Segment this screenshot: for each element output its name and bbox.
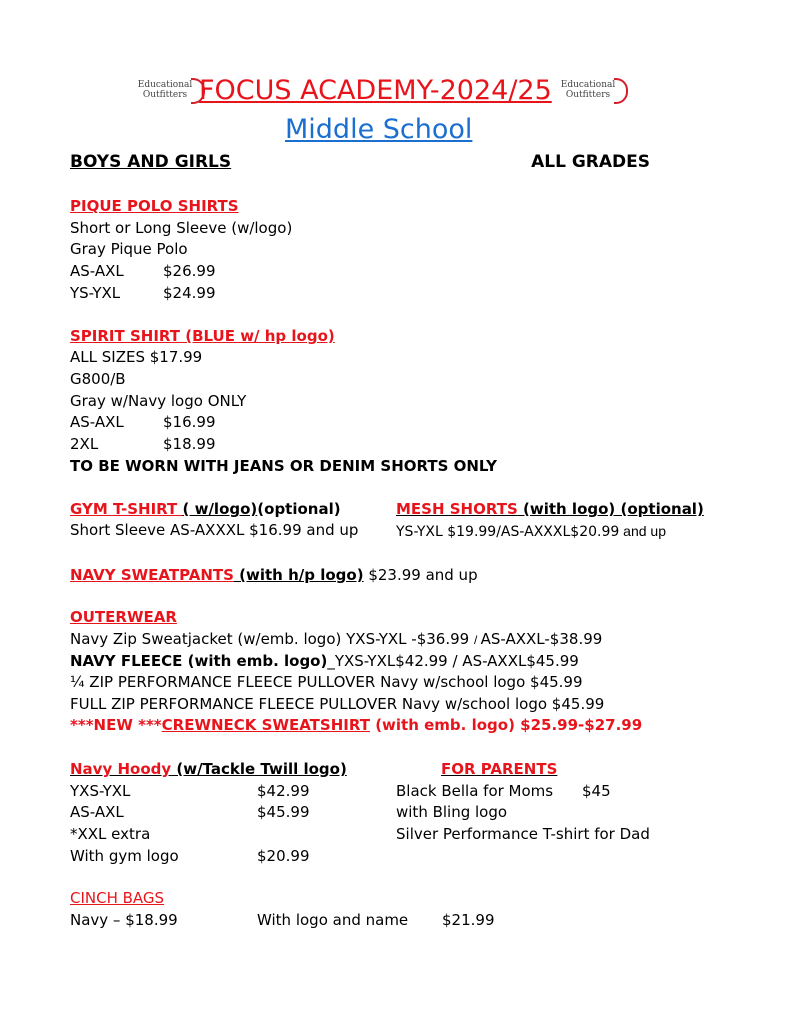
- polo-line: Short or Long Sleeve (w/logo): [70, 219, 293, 237]
- spirit-size: AS-AXL: [70, 413, 124, 431]
- hoody-label: *XXL extra: [70, 825, 151, 843]
- header-left: BOYS AND GIRLS: [70, 152, 232, 172]
- educational-outfitters-logo-left: Educational Outfitters: [133, 80, 197, 100]
- polo-line: Gray Pique Polo: [70, 240, 188, 258]
- spirit-size: 2XL: [70, 435, 99, 453]
- polo-size: YS-YXL: [70, 284, 121, 302]
- apple-logo-icon: [614, 78, 628, 104]
- hoody-price: $20.99: [257, 847, 310, 865]
- parents-price: $45: [582, 782, 611, 800]
- outerwear-line: FULL ZIP PERFORMANCE FLEECE PULLOVER Navy w/school logo $45.99: [70, 695, 605, 713]
- spirit-all-sizes: ALL SIZES $17.99: [70, 348, 203, 366]
- hoody-heading: Navy Hoody (w/Tackle Twill logo): [70, 760, 347, 778]
- cinch-line: Navy – $18.99: [70, 911, 178, 929]
- cinch-line: With logo and name: [257, 911, 409, 929]
- outerwear-line: Navy Zip Sweatjacket (w/emb. logo) YXS-YXL -$36.99 / AS-AXXL-$38.99: [70, 630, 603, 648]
- hoody-label: With gym logo: [70, 847, 179, 865]
- mesh-heading: MESH SHORTS (with logo) (optional): [396, 500, 704, 518]
- mesh-line: YS-YXL $19.99/AS-AXXXL$20.99 and up: [396, 523, 666, 540]
- polo-size: AS-AXL: [70, 262, 124, 280]
- parents-line: Black Bella for Moms: [396, 782, 554, 800]
- polo-heading: PIQUE POLO SHIRTS: [70, 197, 239, 215]
- hoody-price: $42.99: [257, 782, 310, 800]
- parents-line: with Bling logo: [396, 803, 508, 821]
- outerwear-line: NAVY FLEECE (with emb. logo)_YXS-YXL$42.99 / AS-AXXL$45.99: [70, 652, 579, 670]
- hoody-label: AS-AXL: [70, 803, 124, 821]
- outerwear-heading: OUTERWEAR: [70, 608, 177, 626]
- sweatpants-line: NAVY SWEATPANTS (with h/p logo) $23.99 and up: [70, 566, 478, 584]
- page-subtitle: Middle School: [285, 114, 473, 145]
- educational-outfitters-logo-right: Educational Outfitters: [556, 80, 620, 100]
- gym-heading: GYM T-SHIRT ( w/logo)(optional): [70, 500, 341, 518]
- outerwear-new-line: ***NEW ***CREWNECK SWEATSHIRT (with emb. logo) $25.99-$27.99: [70, 716, 643, 734]
- spirit-line: Gray w/Navy logo ONLY: [70, 392, 247, 410]
- page-title: FOCUS ACADEMY-2024/25: [199, 75, 552, 106]
- parents-heading: FOR PARENTS: [441, 760, 558, 778]
- cinch-price: $21.99: [442, 911, 495, 929]
- header-right: ALL GRADES: [531, 152, 650, 172]
- spirit-heading: SPIRIT SHIRT (BLUE w/ hp logo): [70, 327, 335, 345]
- spirit-price: $18.99: [163, 435, 216, 453]
- cinch-heading: CINCH BAGS: [70, 889, 165, 907]
- header-underline-row: [70, 151, 650, 173]
- parents-line: Silver Performance T-shirt for Dad: [396, 825, 650, 843]
- polo-price: $26.99: [163, 262, 216, 280]
- spirit-line: G800/B: [70, 370, 126, 388]
- hoody-price: $45.99: [257, 803, 310, 821]
- spirit-price: $16.99: [163, 413, 216, 431]
- outerwear-line: ¼ ZIP PERFORMANCE FLEECE PULLOVER Navy w/school logo $45.99: [70, 673, 583, 691]
- gym-line: Short Sleeve AS-AXXXL $16.99 and up: [70, 521, 359, 539]
- spirit-note: TO BE WORN WITH JEANS OR DENIM SHORTS ONLY: [70, 457, 498, 475]
- polo-price: $24.99: [163, 284, 216, 302]
- hoody-label: YXS-YXL: [70, 782, 131, 800]
